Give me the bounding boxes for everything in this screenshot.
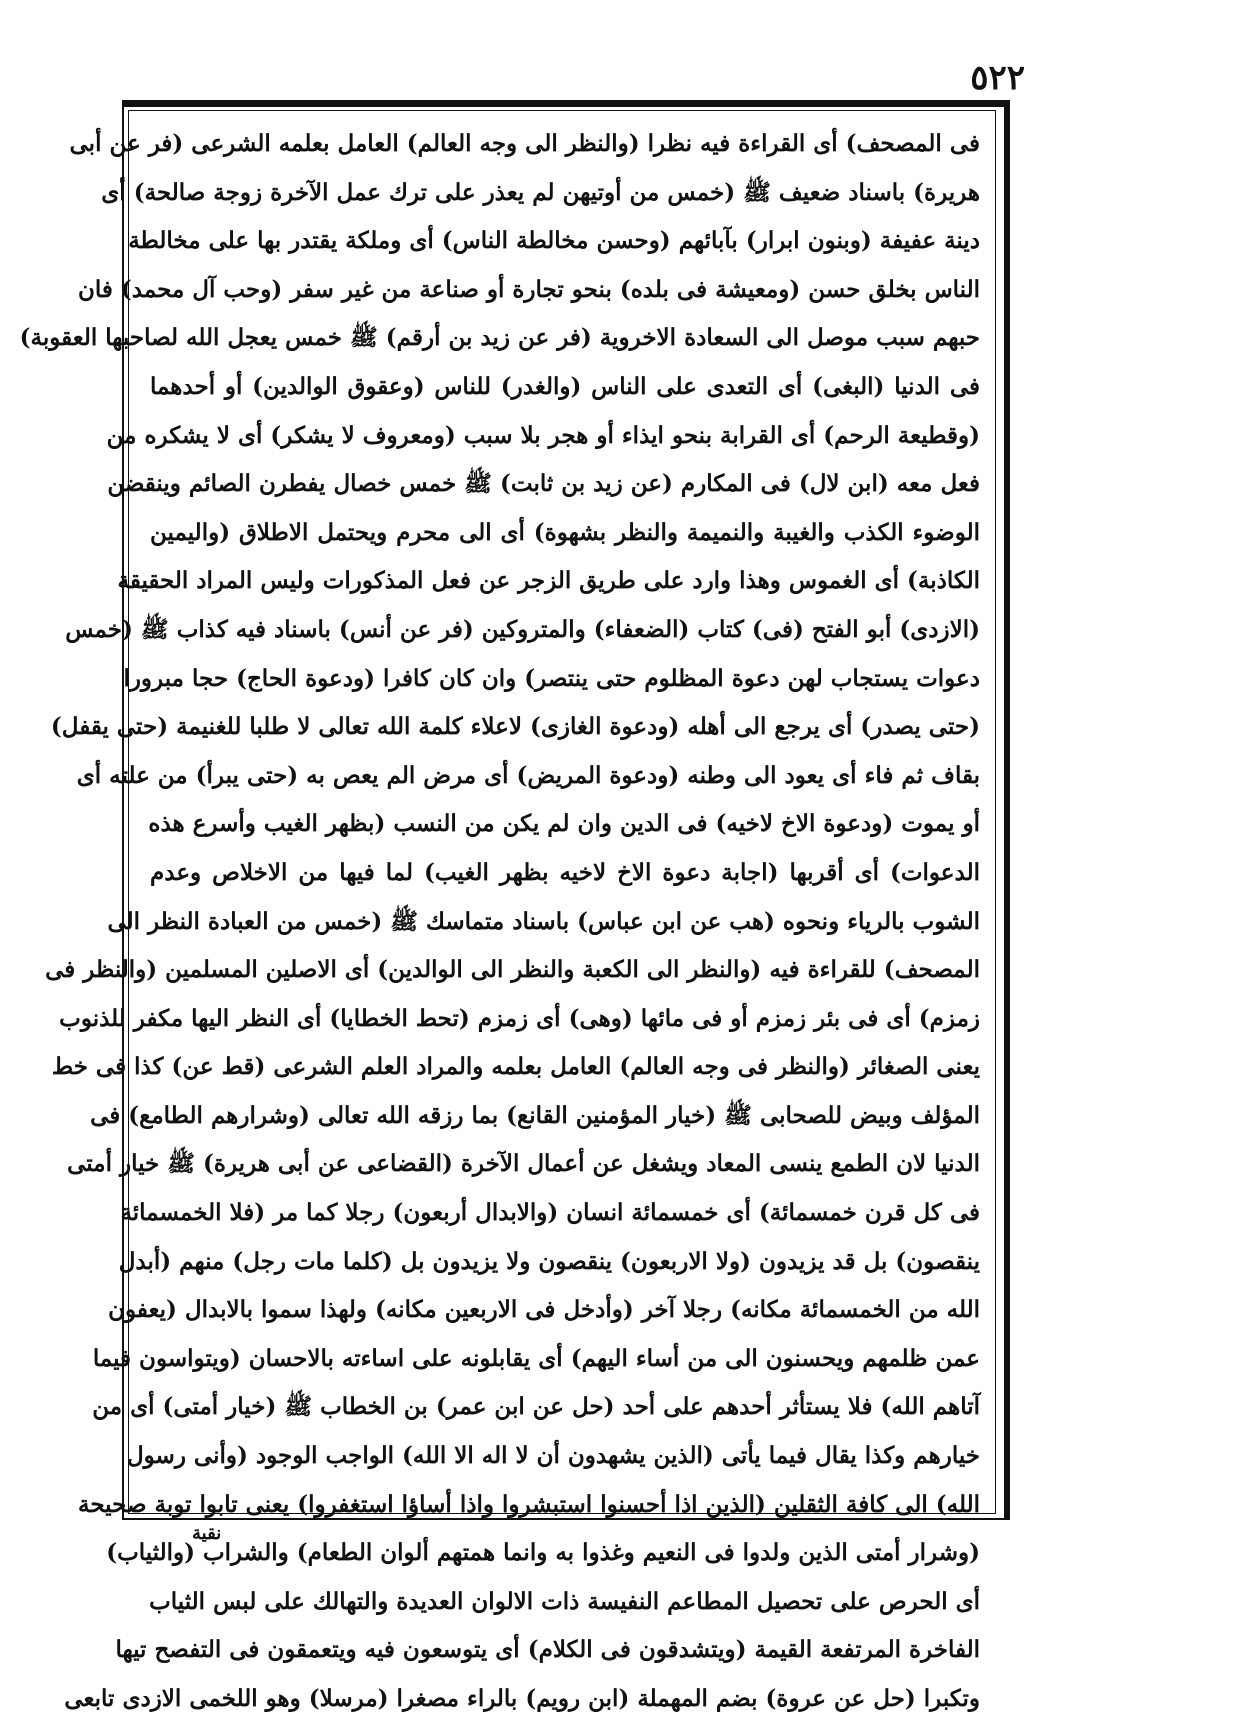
text-line: الله) الى كافة الثقلين (الذين اذا أحسنوا استبشروا واذا أساؤا استغفروا) يعنى تابوا توبة صحيحة: [78, 1490, 980, 1518]
text-line: خيارهم وكذا يقال فيما يأتى (الذين يشهدون أن لا اله الا الله) الواجب الوجود (وأنى رسول: [126, 1442, 980, 1470]
text-line: فى المصحف) أى القراءة فيه نظرا (والنظر الى وجه العالم) العامل بعلمه الشرعى (فر عن أبى: [69, 130, 980, 157]
page-number: ٥٢٢: [970, 58, 1025, 98]
text-line: الله من الخمسمائة مكانه) رجلا آخر (وأدخل فى الاربعين مكانه) ولهذا سموا بالابدال (يعفون: [108, 1296, 980, 1324]
text-line: (الازدى) أبو الفتح (فى) كتاب (الضعفاء) والمتروكين (فر عن أنس) باسناد فيه كذاب ﷺ (خمس: [65, 615, 980, 643]
text-line: هريرة) باسناد ضعيف ﷺ (خمس من أوتيهن لم يعذر على ترك عمل الآخرة زوجة صالحة) أى: [101, 178, 980, 206]
text-line: عمن ظلمهم ويحسنون الى من أساء اليهم) أى يقابلونه على اساءته بالاحسان (ويتواسون فيما: [92, 1344, 980, 1372]
text-line: أى الحرص على تحصيل المطاعم النفيسة ذات الالوان العديدة والتهالك على لبس الثياب: [149, 1587, 980, 1615]
text-line: المصحف) للقراءة فيه (والنظر الى الكعبة والنظر الى الوالدين) أى الاصلين المسلمين (والنظر فى: [45, 956, 980, 984]
text-line: فى كل قرن خمسمائة) أى خمسمائة انسان (والابدال أربعون) رجلا كما مر (فلا الخمسمائة: [120, 1199, 980, 1227]
text-line: وتكبرا (حل عن عروة) بضم المهملة (ابن رويم) بالراء مصغرا (مرسلا) وهو اللخمى الازدى تابعى: [64, 1685, 980, 1712]
text-line: الدعوات) أى أقربها (اجابة دعوة الاخ لاخيه بظهر الغيب) لما فيها من الاخلاص وعدم: [150, 858, 980, 886]
text-line: الوضوء الكذب والغيبة والنميمة والنظر بشهوة) أى الى محرم ويحتمل الاطلاق (واليمين: [150, 518, 980, 546]
text-line: بقاف ثم فاء أى يعود الى وطنه (ودعوة المريض) أى مرض الم يعص به (حتى يبرأ) من علته أى: [76, 761, 980, 789]
text-line: فعل معه (ابن لال) فى المكارم (عن زيد بن ثابت) ﷺ خمس خصال يفطرن الصائم وينقضن: [107, 470, 980, 498]
text-line: المؤلف وبيض للصحابى ﷺ (خيار المؤمنين القانع) بما رزقه الله تعالى (وشرارهم الطامع) فى: [90, 1101, 980, 1129]
text-line: دعوات يستجاب لهن دعوة المظلوم حتى ينتصر) وان كان كافرا (ودعوة الحاج) حجا مبرورا: [123, 664, 980, 692]
text-line: (وقطيعة الرحم) أى القرابة بنحو ايذاء أو هجر بلا سبب (ومعروف لا يشكر) أى لا يشكره من: [106, 421, 980, 449]
text-line: أو يموت (ودعوة الاخ لاخيه) فى الدين وان لم يكن من النسب (بظهر الغيب وأسرع هذه: [148, 810, 980, 838]
text-line: الشوب بالرياء ونحوه (هب عن ابن عباس) باسناد متماسك ﷺ (خمس من العبادة النظر الى: [107, 907, 980, 935]
text-line: حبهم سبب موصل الى السعادة الاخروية (فر عن زيد بن أرقم) ﷺ خمس يعجل الله لصاحبها العقوبة): [19, 324, 980, 352]
text-line: زمزم) أى فى بئر زمزم أو فى مائها (وهى) أى زمزم (تحط الخطايا) أى النظر اليها مكفر للذنوب: [59, 1004, 980, 1032]
text-line: ينقصون) بل قد يزيدون (ولا الاربعون) ينقصون ولا يزيدون بل (كلما مات رجل) منهم (أبدل: [118, 1247, 980, 1275]
text-line: (حتى يصدر) أى يرجع الى أهله (ودعوة الغازى) لاعلاء كلمة الله تعالى لا طلبا للغنيمة (حتى يقفل): [50, 713, 980, 741]
text-line: يعنى الصغائر (والنظر فى وجه العالم) العامل بعلمه والمراد العلم الشرعى (قط عن) كذا فى خط: [51, 1053, 980, 1081]
text-line: آتاهم الله) فلا يستأثر أحدهم على أحد (حل عن ابن عمر) بن الخطاب ﷺ (خيار أمتى) أى من: [92, 1393, 980, 1421]
text-line: الدنيا لان الطمع ينسى المعاد ويشغل عن أعمال الآخرة (القضاعى عن أبى هريرة) ﷺ خيار أمتى: [67, 1150, 980, 1178]
catchword: نقية: [192, 1523, 222, 1544]
text-line: (وشرار أمتى الذين ولدوا فى النعيم وغذوا به وانما همتهم ألوان الطعام) والشراب (والثياب): [106, 1539, 980, 1567]
text-line: الفاخرة المرتفعة القيمة (ويتشدقون فى الكلام) أى يتوسعون فيه ويتعمقون فى التفصح تيها: [115, 1636, 980, 1664]
text-line: الناس بخلق حسن (ومعيشة فى بلده) بنحو تجارة أو صناعة من غير سفر (وحب آل محمد) فان: [77, 275, 980, 303]
text-line: الكاذبة) أى الغموس وهذا وارد على طريق الزجر عن فعل المذكورات وليس المراد الحقيقة: [117, 567, 980, 595]
text-line: فى الدنيا (البغى) أى التعدى على الناس (والغدر) للناس (وعقوق الوالدين) أو أحدهما: [150, 372, 980, 400]
text-line: دينة عفيفة (وبنون ابرار) بآبائهم (وحسن مخالطة الناس) أى وملكة يقتدر بها على مخالطة: [128, 227, 980, 255]
